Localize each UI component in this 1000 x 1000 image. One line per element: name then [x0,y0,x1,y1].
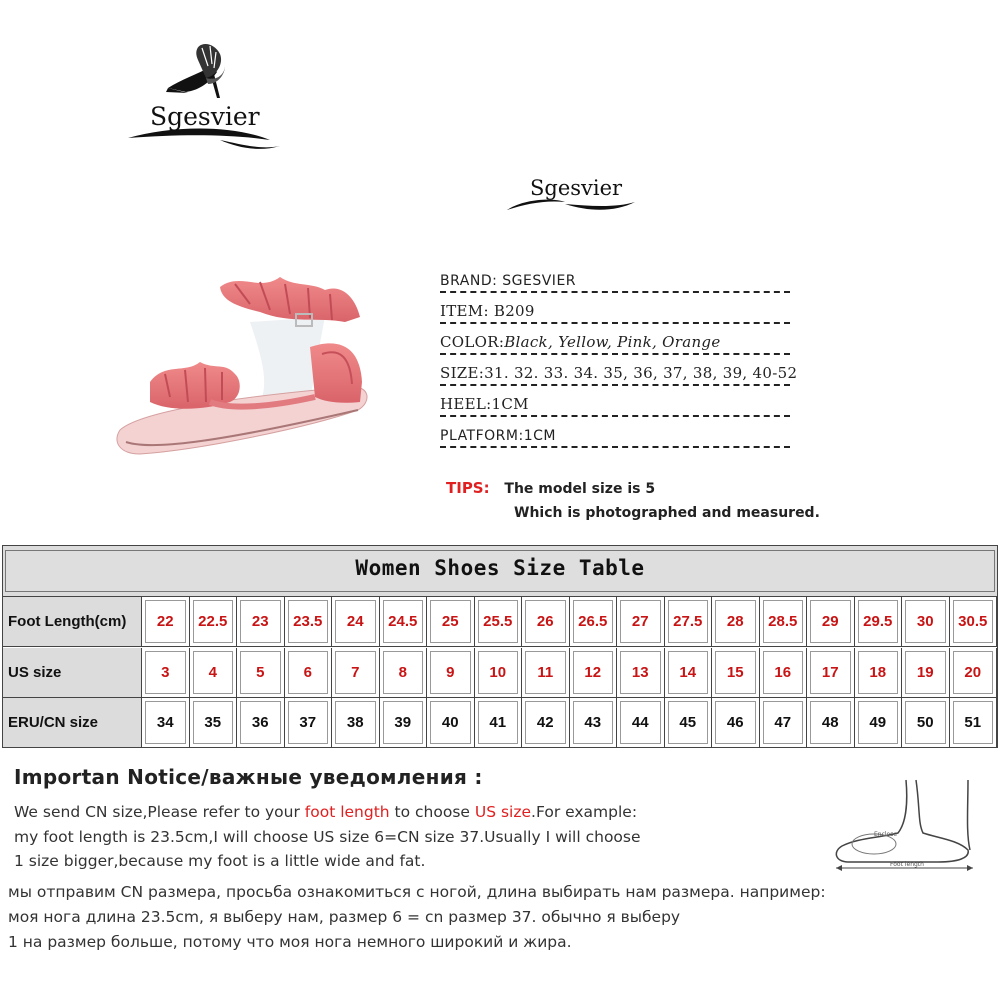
cell-value: 23 [251,613,269,630]
cell-value: 41 [489,714,507,731]
table-cell [427,597,475,647]
table-cell [285,698,333,748]
table-cell [475,597,523,647]
table-cell [807,648,855,698]
cell-value: 34 [156,714,174,731]
spec-size-label: SIZE: [440,364,485,382]
cell-value: 25 [441,613,459,630]
brand-logo-large [120,40,290,160]
table-cell [237,648,285,698]
table-cell [807,597,855,647]
notice-en-line2: my foot length is 23.5cm,I will choose US size 6=CN size 37.Usually I will choose [14,828,641,846]
table-cell [142,698,190,748]
table-cell [475,648,523,698]
cell-value: 5 [256,664,265,681]
cell-value: 43 [584,714,602,731]
spec-color [440,324,840,355]
spec-size-value: 31. 32. 33. 34. 35, 36, 37, 38, 39, 40-52 [484,364,798,382]
table-cell [760,698,808,748]
cell-value: 51 [964,714,982,731]
spec-color-label: COLOR: [440,333,505,351]
notice-ru-line2: моя нога длина 23.5cm, я выберу нам, размер 6 = cn размер 37. обычно я выберу [8,908,681,926]
cell-value: 15 [726,664,744,681]
cell-value: 28 [726,613,744,630]
cell-value: 29.5 [863,613,893,630]
table-cell [950,648,998,698]
spec-divider [440,446,790,448]
table-cell [427,648,475,698]
table-cell [190,597,238,647]
spec-platform-value: 1CM [523,428,556,444]
cell-value: 22.5 [198,613,228,630]
table-cell [950,698,998,748]
table-cell [380,597,428,647]
table-cell [807,698,855,748]
cell-value: 9 [446,664,455,681]
spec-brand [440,262,840,293]
table-cell [332,597,380,647]
table-cell [712,648,760,698]
table-row-eu-cn-size [3,698,997,748]
notice-title: Importan Notice/важные уведомления : [14,765,483,789]
table-cell [475,698,523,748]
cell-value: 16 [774,664,792,681]
brand-logo-small [505,168,640,218]
foot-length-label: Foot length [890,861,924,868]
table-cell [380,698,428,748]
cell-value: 12 [584,664,602,681]
table-cell [665,698,713,748]
cell-value: 3 [161,664,170,681]
spec-size [440,355,840,386]
spec-color-value: Black, Yellow, Pink, Orange [504,333,721,351]
butterfly-shoe-icon [120,40,290,160]
notice-en-line3: 1 size bigger,because my foot is a little wide and fat. [14,852,426,870]
table-cell [380,648,428,698]
table-cell [855,698,903,748]
cell-value: 19 [916,664,934,681]
table-cell [902,648,950,698]
table-row-foot-length [3,597,997,647]
table-cell [522,648,570,698]
table-cell [617,648,665,698]
cell-value: 27 [631,613,649,630]
table-cell [902,597,950,647]
cell-value: 42 [536,714,554,731]
table-title-row [3,546,997,597]
row-header: US size [3,648,142,698]
spec-brand-label: BRAND: [440,273,498,289]
spec-heel [440,386,840,417]
spec-item [440,293,840,324]
table-cell [332,648,380,698]
table-cell [760,648,808,698]
row-header: ERU/CN size [3,698,142,748]
table-cell [665,597,713,647]
table-cell [570,698,618,748]
spec-item-label: ITEM: [440,302,489,320]
cell-value: 37 [299,714,317,731]
cell-value: 24.5 [388,613,418,630]
cell-value: 24 [346,613,364,630]
spec-platform-label: PLATFORM: [440,428,524,444]
spec-brand-value: SGESVIER [502,273,577,289]
table-cell [332,698,380,748]
cell-value: 29 [821,613,839,630]
cell-value: 18 [869,664,887,681]
notice-en-line1: We send CN size,Please refer to your foot length to choose US size.For example: [14,803,638,821]
brand-logo-text: Sgesvier [150,102,260,131]
cell-value: 4 [208,664,217,681]
cell-value: 30.5 [958,613,988,630]
table-cell [617,597,665,647]
cell-value: 30 [916,613,934,630]
pink-sandal-image [110,262,380,467]
cell-value: 47 [774,714,792,731]
notice-ru-line1: мы отправим CN размера, просьба ознакомиться с ногой, длина выбирать нам размера. например: [8,883,826,901]
table-title: Women Shoes Size Table [355,556,645,580]
enclose-label: Enclose [874,831,898,838]
table-cell [285,648,333,698]
cell-value: 7 [351,664,360,681]
table-cell [570,648,618,698]
table-cell [570,597,618,647]
tips-line1: The model size is 5 [504,481,656,497]
table-cell [712,698,760,748]
cell-value: 35 [204,714,222,731]
foot-measure-diagram [828,778,980,873]
highlight-us-size: US size [474,803,532,821]
table-cell [522,698,570,748]
spec-platform [440,417,840,448]
tips-line2: Which is photographed and measured. [514,505,820,521]
cell-value: 10 [489,664,507,681]
foot-outline-icon [828,778,980,873]
tips [446,479,655,497]
table-cell [142,597,190,647]
table-cell [712,597,760,647]
spec-heel-value: 1CM [491,395,529,413]
cell-value: 22 [156,613,174,630]
table-cell [855,597,903,647]
spec-item-value: B209 [488,302,535,320]
size-table [2,545,998,748]
cell-value: 8 [398,664,407,681]
cell-value: 20 [964,664,982,681]
cell-value: 40 [441,714,459,731]
table-cell [190,698,238,748]
cell-value: 17 [821,664,839,681]
table-cell [855,648,903,698]
table-cell [950,597,998,647]
table-cell [522,597,570,647]
highlight-foot-length: foot length [304,803,390,821]
tips-label: TIPS: [446,479,490,497]
notice-ru-line3: 1 на размер больше, потому что моя нога немного широкий и жира. [8,933,572,951]
cell-value: 6 [303,664,312,681]
table-cell [760,597,808,647]
brand-logo-small-text: Sgesvier [530,176,623,200]
cell-value: 28.5 [768,613,798,630]
table-cell [142,648,190,698]
cell-value: 26.5 [578,613,608,630]
table-cell [617,698,665,748]
product-photo [110,262,380,467]
cell-value: 23.5 [293,613,323,630]
table-cell [190,648,238,698]
table-cell [237,597,285,647]
cell-value: 11 [537,664,554,681]
cell-value: 39 [394,714,412,731]
table-cell [237,698,285,748]
cell-value: 27.5 [673,613,703,630]
cell-value: 50 [916,714,934,731]
cell-value: 44 [631,714,649,731]
table-cell [427,698,475,748]
cell-value: 26 [536,613,554,630]
cell-value: 45 [679,714,697,731]
table-cell [285,597,333,647]
cell-value: 49 [869,714,887,731]
table-row-us-size [3,648,997,698]
cell-value: 48 [821,714,839,731]
table-cell [902,698,950,748]
row-header: Foot Length(cm) [3,597,142,647]
cell-value: 13 [631,664,649,681]
cell-value: 25.5 [483,613,513,630]
cell-value: 14 [679,664,697,681]
spec-heel-label: HEEL: [440,395,492,413]
table-cell [665,648,713,698]
cell-value: 46 [726,714,744,731]
cell-value: 36 [251,714,269,731]
cell-value: 38 [346,714,364,731]
